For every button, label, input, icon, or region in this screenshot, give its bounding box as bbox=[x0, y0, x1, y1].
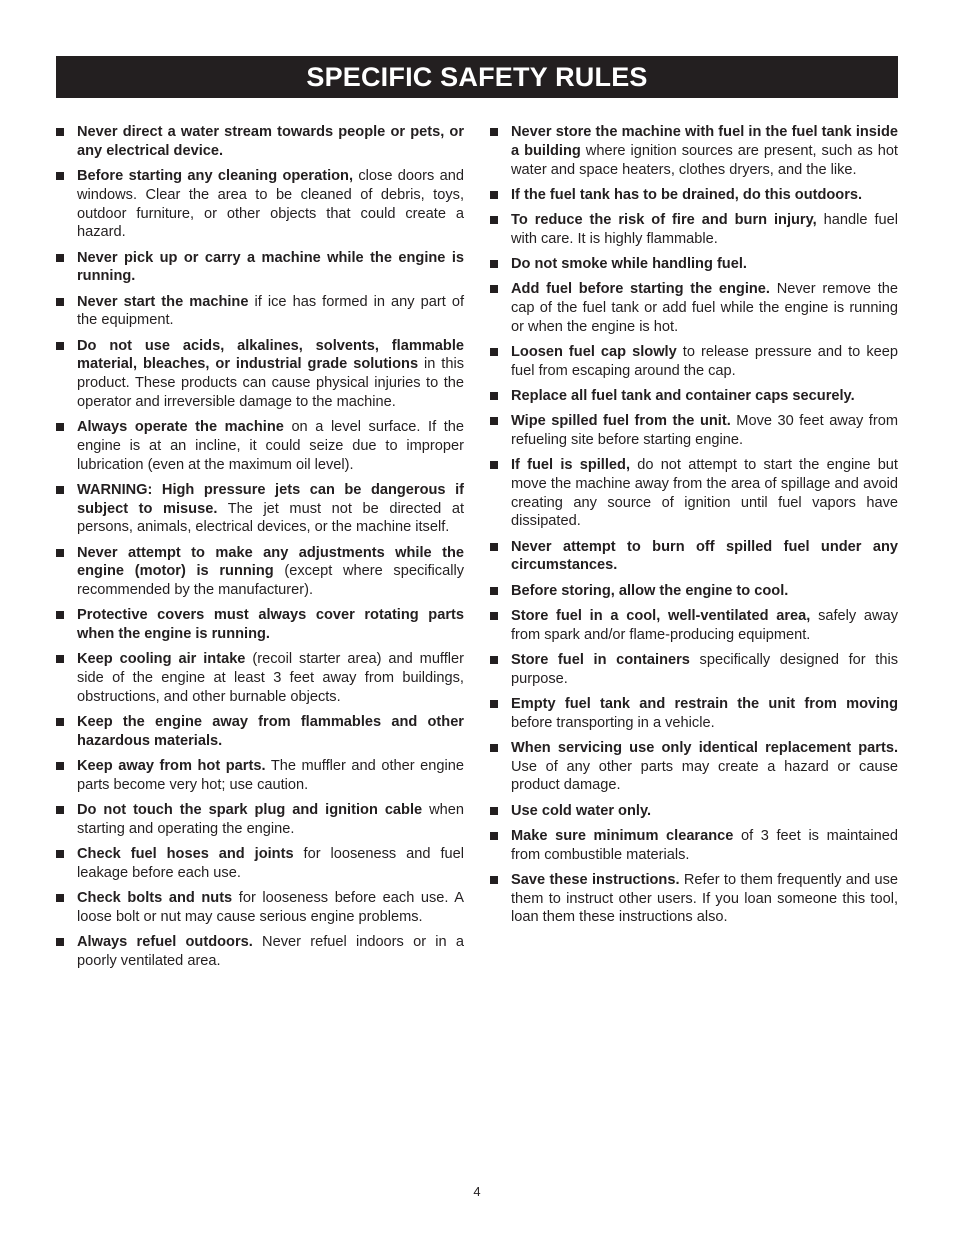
rule-text: where ignition sources are present, such as hot water and space heaters, clothes dryers, and the like. bbox=[511, 142, 898, 178]
rule-text: (recoil starter area) and muffler side of the engine at least 3 feet away from buildings, obstructions, and other burnable objects. bbox=[77, 651, 465, 706]
safety-rule bbox=[56, 845, 464, 883]
rule-bold-text: Keep cooling air intake bbox=[77, 651, 246, 668]
safety-rule bbox=[490, 123, 898, 179]
safety-rule bbox=[56, 713, 464, 751]
safety-rule bbox=[56, 418, 464, 474]
rule-bold-text: Replace all fuel tank and container caps securely. bbox=[511, 387, 855, 404]
rule-bold-text: Store fuel in a cool, well-ventilated area, bbox=[511, 607, 811, 624]
safety-rule bbox=[490, 211, 898, 249]
rule-text: for looseness before each use. A loose bolt or nut may cause serious engine problems. bbox=[77, 890, 464, 925]
rule-bold-text: Save these instructions. bbox=[511, 871, 680, 888]
rule-bold-text: If fuel is spilled, bbox=[511, 457, 630, 474]
rule-bold-text: Always refuel outdoors. bbox=[77, 934, 253, 951]
square-bullet-icon bbox=[490, 656, 498, 664]
square-bullet-icon bbox=[490, 612, 498, 620]
rule-bold-text: Never pick up or carry a machine while the engine is running. bbox=[77, 249, 464, 285]
rule-text: on a level surface. If the engine is at an incline, it could seize due to improper lubrication (even at the maximum oil level). bbox=[77, 419, 465, 473]
square-bullet-icon bbox=[490, 348, 498, 356]
rule-bold-text: Check bolts and nuts bbox=[77, 890, 233, 907]
safety-rule bbox=[56, 650, 464, 706]
safety-rule bbox=[56, 544, 464, 600]
safety-rule bbox=[490, 871, 898, 927]
square-bullet-icon bbox=[490, 285, 498, 293]
square-bullet-icon bbox=[56, 342, 64, 350]
rule-text: Never remove the cap of the fuel tank or add fuel while the engine is running or when the engine is hot. bbox=[511, 281, 899, 335]
safety-rule bbox=[56, 801, 464, 839]
square-bullet-icon bbox=[56, 938, 64, 946]
rule-bold-text: Always operate the machine bbox=[77, 419, 284, 436]
square-bullet-icon bbox=[56, 128, 64, 136]
square-bullet-icon bbox=[56, 549, 64, 557]
safety-rule bbox=[56, 481, 464, 537]
safety-rule bbox=[490, 582, 898, 601]
rule-bold-text: Do not use acids, alkalines, solvents, flammable material, bleaches, or industrial grade solutions bbox=[77, 337, 464, 373]
rule-text: safely away from spark and/or flame-producing equipment. bbox=[511, 607, 898, 643]
rule-bold-text: Use cold water only. bbox=[511, 802, 652, 819]
square-bullet-icon bbox=[490, 260, 498, 268]
rule-bold-text: If the fuel tank has to be drained, do this outdoors. bbox=[511, 186, 863, 203]
square-bullet-icon bbox=[56, 423, 64, 431]
rule-bold-text: Store fuel in containers bbox=[511, 651, 690, 668]
safety-rule bbox=[56, 293, 464, 331]
rule-text: The jet must not be directed at persons, animals, electrical devices, or the machine itself. bbox=[77, 500, 464, 536]
rule-text: Never refuel indoors or in a poorly ventilated area. bbox=[77, 934, 465, 969]
rule-text: when starting and operating the engine. bbox=[77, 802, 464, 837]
rule-text: Move 30 feet away from refueling site before starting engine. bbox=[511, 413, 898, 448]
safety-rule bbox=[490, 280, 898, 336]
safety-rule bbox=[56, 167, 464, 242]
square-bullet-icon bbox=[56, 486, 64, 494]
square-bullet-icon bbox=[490, 543, 498, 551]
safety-rule bbox=[56, 889, 464, 927]
rule-bold-text: When servicing use only identical replacement parts. bbox=[511, 739, 898, 756]
safety-rule bbox=[490, 651, 898, 689]
square-bullet-icon bbox=[490, 216, 498, 224]
square-bullet-icon bbox=[56, 172, 64, 180]
rule-bold-text: Never direct a water stream towards people or pets, or any electrical device. bbox=[77, 124, 464, 159]
rule-bold-text: Never start the machine bbox=[77, 293, 249, 310]
rule-text: if ice has formed in any part of the equipment. bbox=[77, 293, 465, 329]
safety-rule bbox=[490, 607, 898, 645]
square-bullet-icon bbox=[56, 806, 64, 814]
rule-text: for looseness and fuel leakage before each use. bbox=[77, 846, 464, 881]
rule-bold-text: Protective covers must always cover rotating parts when the engine is running. bbox=[77, 607, 464, 643]
rule-bold-text: To reduce the risk of fire and burn injury, bbox=[511, 211, 817, 228]
page-number: 4 bbox=[473, 1184, 481, 1199]
square-bullet-icon bbox=[490, 461, 498, 469]
safety-rule bbox=[490, 456, 898, 531]
safety-rule bbox=[56, 933, 464, 971]
safety-rule bbox=[490, 695, 898, 733]
rule-bold-text: Before storing, allow the engine to cool. bbox=[511, 582, 789, 599]
rule-text: to release pressure and to keep fuel from escaping around the cap. bbox=[511, 343, 898, 379]
rule-bold-text: Before starting any cleaning operation, bbox=[77, 167, 354, 184]
square-bullet-icon bbox=[56, 718, 64, 726]
rule-bold-text: Keep away from hot parts. bbox=[77, 758, 266, 775]
rule-bold-text: WARNING: High pressure jets can be dangerous if subject to misuse. bbox=[77, 481, 464, 517]
rule-bold-text: Never attempt to make any adjustments while the engine (motor) is running bbox=[77, 544, 464, 580]
square-bullet-icon bbox=[56, 298, 64, 306]
square-bullet-icon bbox=[56, 894, 64, 902]
rule-text: in this product. These products can cause physical injuries to the operator and irreversible damage to the machine. bbox=[77, 356, 464, 410]
rule-bold-text: Wipe spilled fuel from the unit. bbox=[511, 413, 731, 430]
square-bullet-icon bbox=[490, 876, 498, 884]
page-title: SPECIFIC SAFETY RULES bbox=[306, 61, 648, 92]
rule-text: specifically designed for this purpose. bbox=[511, 651, 898, 687]
square-bullet-icon bbox=[490, 392, 498, 400]
safety-rule bbox=[490, 739, 898, 795]
rule-bold-text: Never attempt to burn off spilled fuel under any circumstances. bbox=[511, 538, 898, 574]
rule-text: Use of any other parts may create a hazard or cause product damage. bbox=[511, 758, 898, 794]
square-bullet-icon bbox=[490, 587, 498, 595]
safety-rule bbox=[490, 802, 898, 821]
safety-rule bbox=[490, 255, 898, 274]
square-bullet-icon bbox=[490, 744, 498, 752]
left-column bbox=[56, 123, 464, 977]
safety-rule bbox=[56, 249, 464, 287]
right-column bbox=[490, 123, 898, 934]
safety-rule bbox=[490, 412, 898, 450]
safety-rule bbox=[56, 123, 464, 161]
rule-text: Refer to them frequently and use them to instruct other users. If you loan someone this tool, loan them these instructions also. bbox=[511, 871, 898, 926]
square-bullet-icon bbox=[56, 655, 64, 663]
safety-rule bbox=[490, 387, 898, 406]
safety-rule bbox=[56, 606, 464, 644]
rule-text: (except where specifically recommended by the manufacturer). bbox=[77, 563, 464, 599]
square-bullet-icon bbox=[56, 611, 64, 619]
square-bullet-icon bbox=[490, 807, 498, 815]
square-bullet-icon bbox=[56, 762, 64, 770]
rule-text: before transporting in a vehicle. bbox=[511, 714, 715, 731]
rule-bold-text: Do not touch the spark plug and ignition cable bbox=[77, 802, 423, 819]
rule-bold-text: Add fuel before starting the engine. bbox=[511, 281, 770, 298]
square-bullet-icon bbox=[490, 700, 498, 708]
rule-bold-text: Keep the engine away from flammables and other hazardous materials. bbox=[77, 714, 464, 750]
rule-text: handle fuel with care. It is highly flammable. bbox=[511, 211, 898, 247]
rule-bold-text: Empty fuel tank and restrain the unit from moving bbox=[511, 695, 898, 712]
safety-rule bbox=[490, 343, 898, 381]
rule-bold-text: Do not smoke while handling fuel. bbox=[511, 255, 747, 272]
safety-rule bbox=[56, 757, 464, 795]
rule-bold-text: Check fuel hoses and joints bbox=[77, 846, 294, 863]
safety-rule bbox=[490, 186, 898, 205]
safety-rule bbox=[490, 827, 898, 865]
rule-text: do not attempt to start the engine but move the machine away from the area of spillage and avoid creating any source of ignition until fuel vapors have dissipated. bbox=[511, 457, 898, 530]
title-banner bbox=[56, 56, 898, 98]
rule-text: close doors and windows. Clear the area to be cleaned of debris, toys, outdoor furniture, or other objects that could create a hazard. bbox=[77, 167, 464, 241]
rule-text: of 3 feet is maintained from combustible materials. bbox=[511, 827, 898, 863]
square-bullet-icon bbox=[490, 128, 498, 136]
square-bullet-icon bbox=[490, 417, 498, 425]
rule-bold-text: Loosen fuel cap slowly bbox=[511, 343, 677, 360]
rule-text: The muffler and other engine parts become very hot; use caution. bbox=[77, 758, 464, 793]
rule-bold-text: Make sure minimum clearance bbox=[511, 827, 734, 844]
square-bullet-icon bbox=[490, 191, 498, 199]
safety-rule bbox=[56, 337, 464, 412]
safety-rule bbox=[490, 538, 898, 576]
square-bullet-icon bbox=[56, 254, 64, 262]
rule-bold-text: Never store the machine with fuel in the fuel tank inside a building bbox=[511, 124, 898, 159]
square-bullet-icon bbox=[490, 832, 498, 840]
square-bullet-icon bbox=[56, 850, 64, 858]
